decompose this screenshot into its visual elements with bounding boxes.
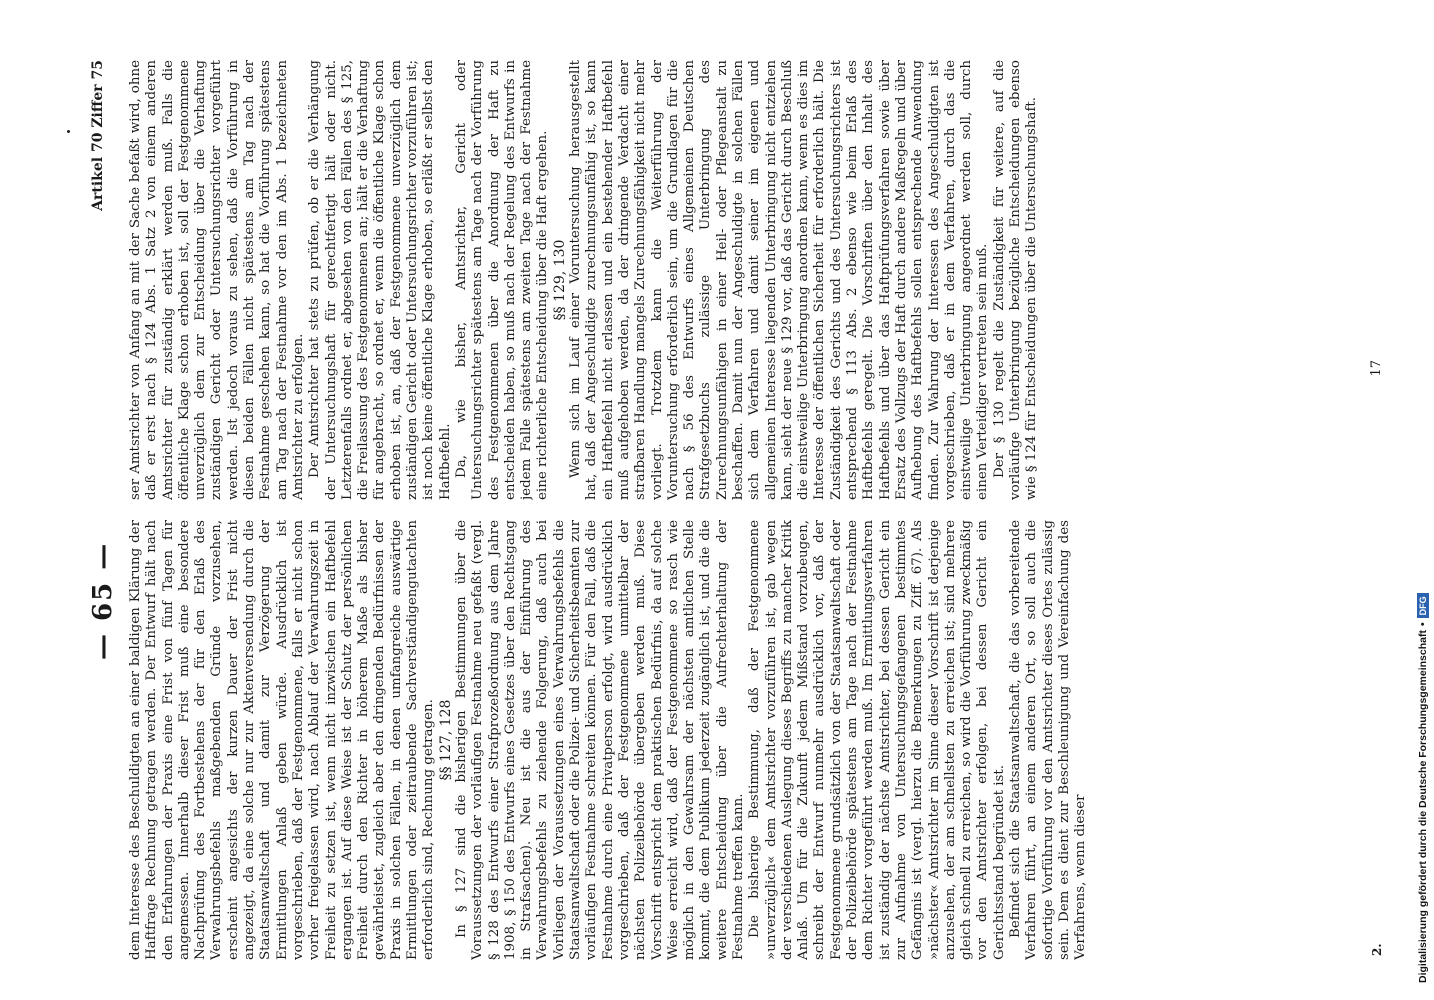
- right-column: [128, 60, 1368, 500]
- paragraph: Der § 130 regelt die Zuständigkeit für weitere, auf die vorläufige Unterbringung bezügliche Entscheidungen ebenso wie § 124 für Entscheidungen über die Untersuchungshaft.: [991, 60, 1040, 500]
- credit-text: Digitalisierung gefördert durch die Deutsche Forschungsgemeinschaft: [1417, 630, 1429, 983]
- section-heading: §§ 127, 128: [437, 699, 454, 781]
- dfg-logo-icon: DFG: [1417, 593, 1429, 618]
- signature-mark: 2.: [1370, 943, 1384, 956]
- document-page: [80, 60, 1390, 960]
- page-number: 17: [1369, 360, 1384, 377]
- paragraph: Die bisherige Bestimmung, daß der Festgenommene »unverzüglich« dem Amtsrichter vorzuführen ist, gab wegen der verschiedenen Auslegung dieses Begriffs zu mancher Kritik Anlaß. Um für die Zukunft jedem Mißstand vorzubeugen, schreibt der Entwurf nunmehr ausdrücklich vor, daß der Festgenommene grundsätzlich von der Staatsanwaltschaft oder der Polizeibehörde spätestens am Tage nach der Festnahme dem Richter vorgeführt werden muß. Im Ermittlungsverfahren ist zuständig der nächste Amtsrichter, bei dessen Gericht ein zur Aufnahme von Untersuchungsgefangenen bestimmtes Gefängnis ist (vergl. hierzu die Bemerkungen zu Ziff. 67). Als »nächster« Amtsrichter im Sinne dieser Vorschrift ist derjenige anzusehen, der am schnellsten zu erreichen ist; sind mehrere gleich schnell zu erreichen, so wird die Vorführung zweckmäßig vor den Amtsrichter erfolgen, bei dessen Gericht ein Gerichtsstand begründet ist.: [747, 520, 1007, 960]
- paragraph: Der Amtsrichter hat stets zu prüfen, ob er die Verhängung der Untersuchungshaft für gerechtfertigt hält oder nicht. Letzterenfalls ordnet er, abgesehen von den Fällen des § 125, die Freilassung des Festgenommenen an; hält er die Verhaftung für angebracht, so ordnet er, wenn die öffentliche Klage schon erhoben ist, an, daß der Festgenommene unverzüglich dem zuständigen Gericht oder Untersuchungsrichter vorzuführen ist; ist noch keine öffentliche Klage erhoben, so erläßt er selbst den Haftbefehl.: [307, 60, 453, 500]
- credit-line: Digitalisierung gefördert durch die Deutsche Forschungsgemeinschaft • DFG: [1412, 8, 1434, 983]
- paragraph: In § 127 sind die bisherigen Bestimmungen über die Voraussetzungen der vorläufigen Festnahme neu gefaßt (vergl. § 128 des Entwurfs einer Strafprozeßordnung aus dem Jahre 1908, § 150 des Entwurfs eines Gesetzes über den Rechtsgang in Strafsachen). Neu ist die aus der Einführung des Verwahrungsbefehls zu ziehende Folgerung, daß auch bei Vorliegen der Voraussetzungen eines Verwahrungsbefehls die Staatsanwaltschaft oder die Polizei- und Sicherheitsbeamten zur vorläufigen Festnahme schreiten können. Für den Fall, daß die Festnahme durch eine Privatperson erfolgt, wird ausdrücklich vorgeschrieben, daß der Festgenommene unmittelbar der nächsten Polizeibehörde übergeben werden muß. Diese Vorschrift entspricht dem praktischen Bedürfnis, da auf solche Weise erreicht wird, daß der Festgenommene so rasch wie möglich in den Gewahrsam der nächsten amtlichen Stelle kommt, die dem Publikum jederzeit zugänglich ist, und die die weitere Entscheidung über die Aufrechterhaltung der Festnahme treffen kann.: [453, 520, 746, 960]
- paragraph: Befindet sich die Staatsanwaltschaft, die das vorbereitende Verfahren führt, an einem anderen Ort, so soll auch die sofortige Vorführung vor den Amtsrichter dieses Ortes zulässig sein. Dem es dient zur Beschleunigung und Vereinfachung des Verfahrens, wenn dieser: [1008, 520, 1089, 960]
- section-heading: §§ 129, 130: [551, 239, 568, 321]
- speck: [67, 130, 70, 133]
- paragraph: ser Amtsrichter von Anfang an mit der Sache befaßt wird, ohne daß er erst nach § 124 Abs. 1 Satz 2 von einem anderen Amtsrichter für zuständig erklärt werden muß. Falls die öffentliche Klage schon erhoben ist, soll der Festgenommene unverzüglich dem zur Entscheidung über die Verhaftung zuständigen Gericht oder Untersuchungsrichter vorgeführt werden. Ist jedoch voraus zu sehen, daß die Vorführung in diesen beiden Fällen nicht spätestens am Tag nach der Festnahme geschehen kann, so hat die Vorführung spätestens am Tag nach der Festnahme vor den im Abs. 1 bezeichneten Amtsrichter zu erfolgen.: [128, 60, 306, 500]
- paragraph: dem Interesse des Beschuldigten an einer baldigen Klärung der Haftfrage Rechnung getragen werden. Der Entwurf hält nach den Erfahrungen der Praxis eine Frist von fünf Tagen für angemessen. Innerhalb dieser Frist muß eine besondere Nachprüfung des Fortbestehens der für den Erlaß des Verwahrungsbefehls maßgebenden Gründe vorzusehen, erscheint angesichts der kurzen Dauer der Frist nicht angezeigt, da eine solche nur zur Aktenversendung durch die Staatsanwaltschaft und damit zur Verzögerung der Ermittlungen Anlaß geben würde. Ausdrücklich ist vorgeschrieben, daß der Festgenommene, falls er nicht schon vorher freigelassen wird, nach Ablauf der Verwahrungszeit in Freiheit zu setzen ist, wenn nicht inzwischen ein Haftbefehl ergangen ist. Auf diese Weise ist der Schutz der persönlichen Freiheit durch den Richter in höherem Maße als bisher gewährleistet, zugleich aber den dringenden Bedürfnissen der Praxis in solchen Fällen, in denen umfangreiche auswärtige Ermittlungen oder zeitraubende Sachverständigengutachten erforderlich sind, Rechnung getragen.: [128, 520, 437, 960]
- page-header: [80, 60, 120, 960]
- article-reference: Artikel 70 Ziffer 75: [90, 60, 106, 211]
- paragraph: Wenn sich im Lauf einer Voruntersuchung herausgestellt hat, daß der Angeschuldigte zurechnungsunfähig ist, so kann ein Haftbefehl nicht erlassen und ein bestehender Haftbefehl muß aufgehoben werden, da der dringende Verdacht einer strafbaren Handlung mangels Zurechnungsfähigkeit nicht mehr vorliegt. Trotzdem kann die Weiterführung der Voruntersuchung erforderlich sein, um die Grundlagen für die nach § 56 des Entwurfs eines Allgemeinen Deutschen Strafgesetzbuchs zulässige Unterbringung des Zurechnungsunfähigen in einer Heil- oder Pflegeanstalt zu beschaffen. Damit nun der Angeschuldigte in solchen Fällen sich dem Verfahren und damit seiner im eigenen und allgemeinen Interesse liegenden Unterbringung nicht entziehen kann, sieht der neue § 129 vor, daß das Gericht durch Beschluß die einstweilige Unterbringung anordnen kann, wenn es dies im Interesse der öffentlichen Sicherheit für erforderlich hält. Die Zuständigkeit des Gerichts und des Untersuchungsrichters ist entsprechend § 113 Abs. 2 ebenso wie beim Erlaß des Haftbefehls geregelt. Die Vorschriften über den Inhalt des Haftbefehls und über das Haftprüfungsverfahren sowie über Ersatz des Vollzugs der Haft durch andere Maßregeln und über Aufhebung des Haftbefehls sollen entsprechende Anwendung finden. Zur Wahrung der Interessen des Angeschuldigten ist vorgeschrieben, daß er in dem Verfahren, durch das die einstweilige Unterbringung angeordnet werden soll, durch einen Verteidiger vertreten sein muß.: [568, 60, 991, 500]
- page-label: — 65 —: [88, 541, 118, 660]
- left-column: [128, 520, 1368, 960]
- digitization-sidebar: [1412, 8, 1434, 988]
- paragraph: Da, wie bisher, Amtsrichter, Gericht oder Untersuchungsrichter spätestens am Tage nach der Vorführung des Festgenommenen über die Anordnung der Haft zu entscheiden haben, so muß nach der Regelung des Entwurfs in jedem Falle spätestens am zweiten Tage nach der Festnahme eine richterliche Entscheidung über die Haft ergehen.: [453, 60, 551, 500]
